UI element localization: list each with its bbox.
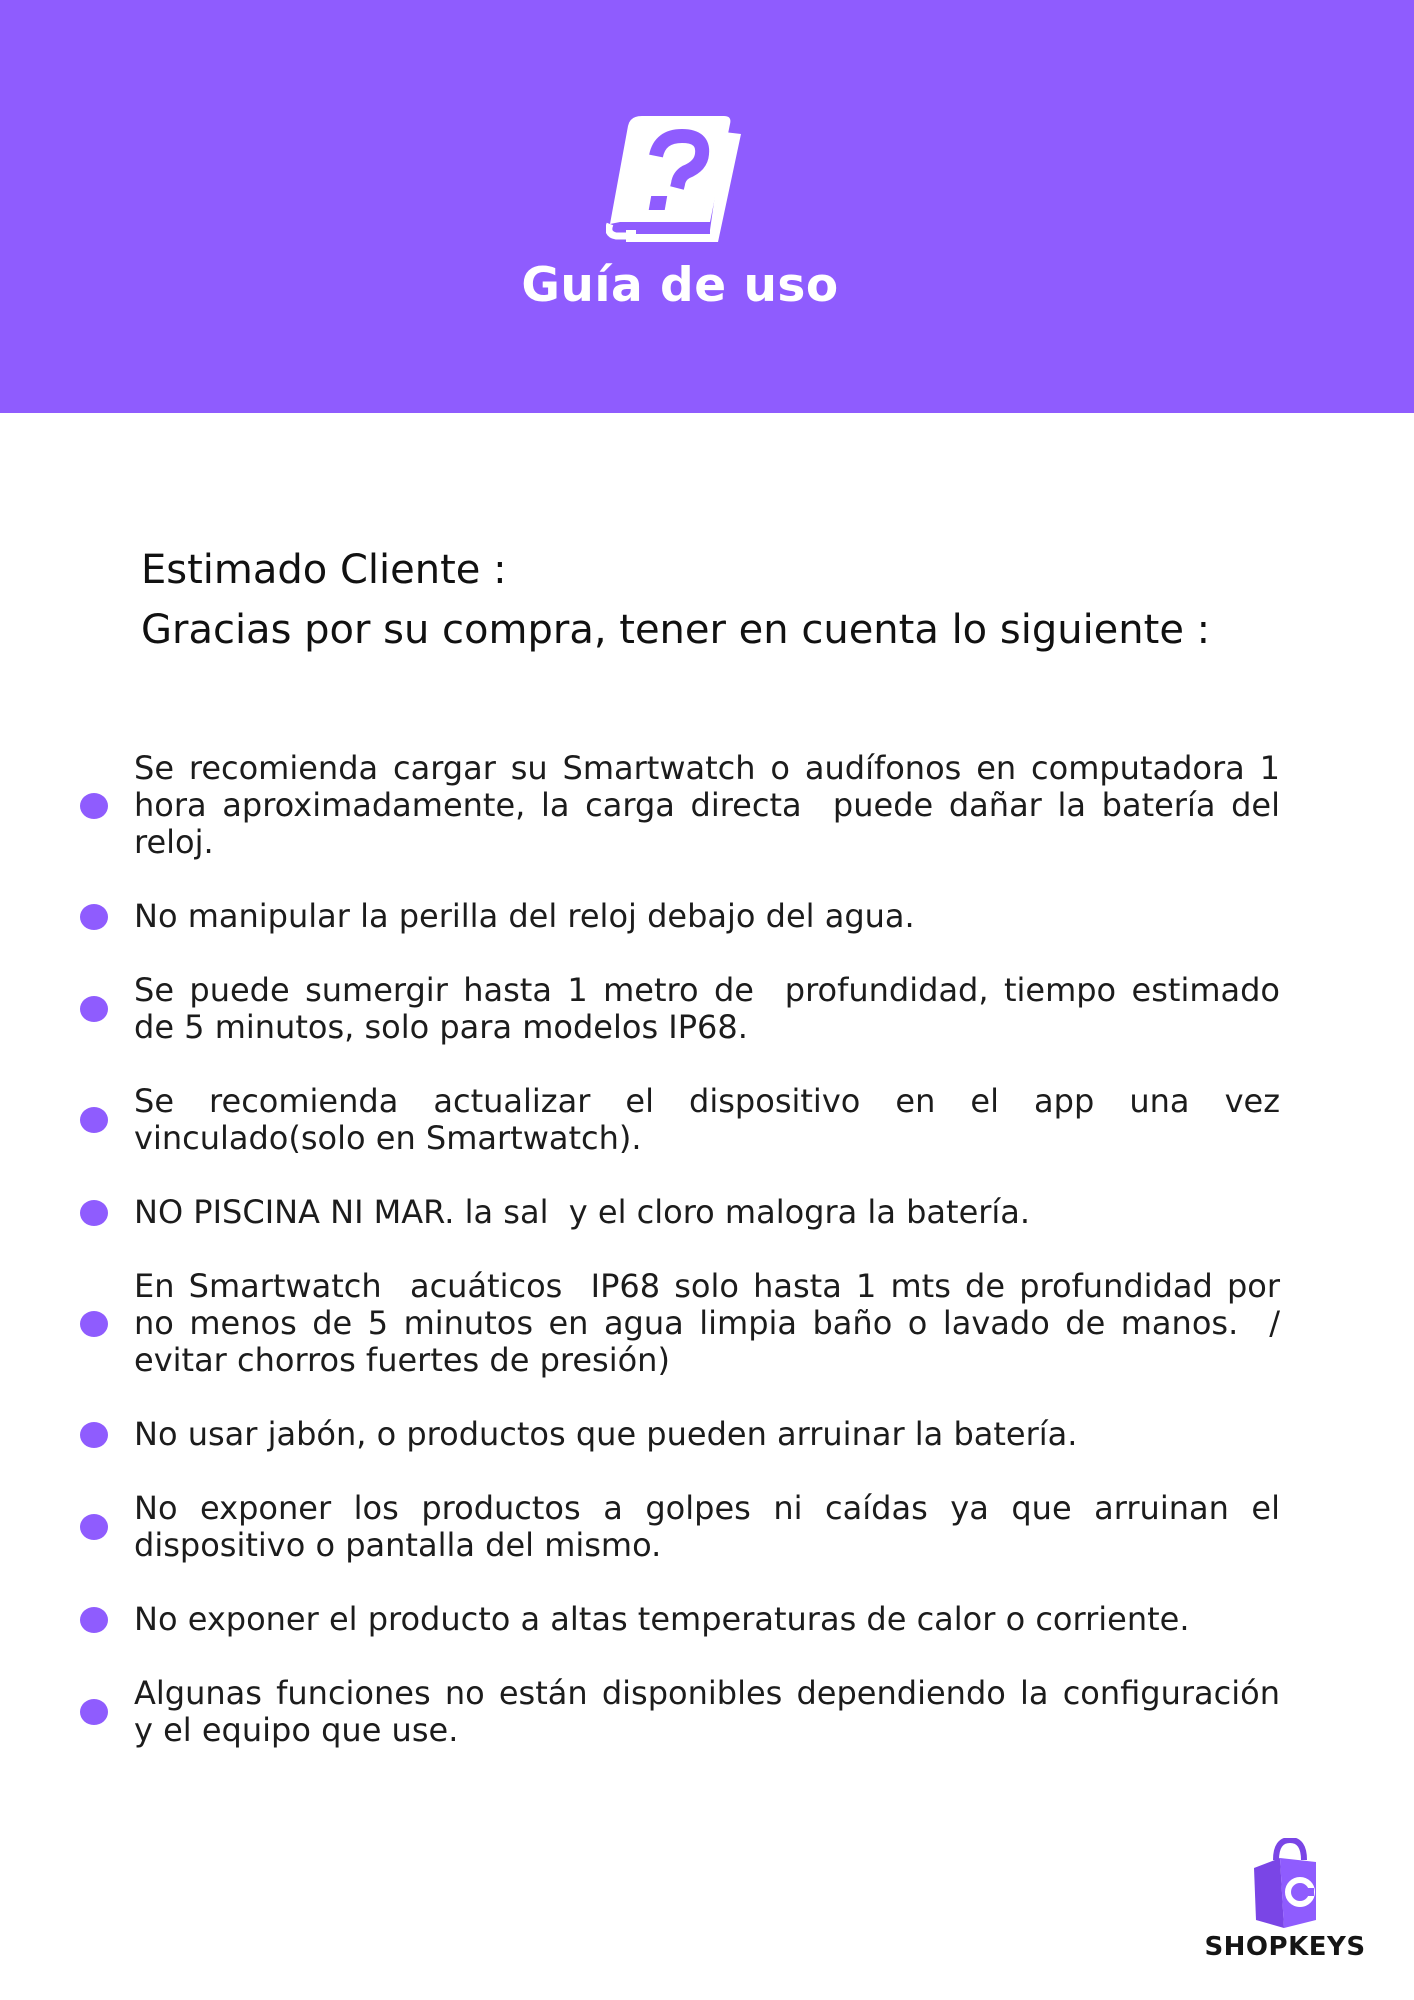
greeting <box>141 540 1341 660</box>
list-item <box>80 1082 1291 1157</box>
bullet-dot-icon <box>80 1422 108 1448</box>
instruction-text: No usar jabón, o productos que pueden arruinar la batería. <box>134 1415 1078 1453</box>
instruction-text: No exponer el producto a altas temperaturas de calor o corriente. <box>134 1600 1190 1638</box>
bullet-dot-icon <box>80 1514 108 1540</box>
greeting-salutation: Estimado Cliente : <box>141 547 507 593</box>
instruction-text: Algunas funciones no están disponibles dependiendo la configuración y el equipo que use. <box>134 1674 1291 1749</box>
bullet-dot-icon <box>80 793 108 819</box>
bullet-dot-icon <box>80 1699 108 1725</box>
bullet-dot-icon <box>80 1200 108 1226</box>
instruction-text: No exponer los productos a golpes ni caídas ya que arruinan el dispositivo o pantalla del mismo. <box>134 1489 1291 1564</box>
instruction-list <box>80 749 1311 1786</box>
instruction-text: Se recomienda cargar su Smartwatch o audífonos en computadora 1 hora aproximadamente, la carga directa puede dañar la batería del reloj. <box>134 749 1291 861</box>
list-item <box>80 971 1311 1046</box>
brand-logo <box>1200 1838 1370 1968</box>
bullet-dot-icon <box>80 1311 108 1337</box>
list-item <box>80 1416 1280 1453</box>
instruction-text: NO PISCINA NI MAR. la sal y el cloro malogra la batería. <box>134 1193 1031 1231</box>
bullet-dot-icon <box>80 1107 108 1133</box>
list-item <box>80 749 1291 861</box>
list-item <box>80 1674 1291 1749</box>
list-item <box>80 1601 1280 1638</box>
bullet-dot-icon <box>80 996 108 1022</box>
brand-name: SHOPKEYS <box>1204 1932 1366 1962</box>
list-item <box>80 898 1280 935</box>
instruction-text: No manipular la perilla del reloj debajo del agua. <box>134 897 915 935</box>
list-item <box>80 1489 1291 1564</box>
header-banner <box>0 0 1414 413</box>
page-title: Guía de uso <box>521 258 839 313</box>
bullet-dot-icon <box>80 904 108 930</box>
shopping-bag-logo-icon <box>1250 1838 1320 1928</box>
list-item <box>80 1194 1280 1231</box>
question-book-icon <box>606 112 752 246</box>
greeting-thanks: Gracias por su compra, tener en cuenta lo siguiente : <box>141 607 1211 653</box>
instruction-text: En Smartwatch acuáticos IP68 solo hasta 1 mts de profundidad por no menos de 5 minutos en agua limpia baño o lavado de manos. / evitar chorros fuertes de presión) <box>134 1267 1291 1379</box>
instruction-text: Se recomienda actualizar el dispositivo en el app una vez vinculado(solo en Smartwatch). <box>134 1082 1291 1157</box>
instruction-text: Se puede sumergir hasta 1 metro de profundidad, tiempo estimado de 5 minutos, solo para modelos IP68. <box>134 971 1311 1046</box>
bullet-dot-icon <box>80 1607 108 1633</box>
list-item <box>80 1267 1291 1379</box>
